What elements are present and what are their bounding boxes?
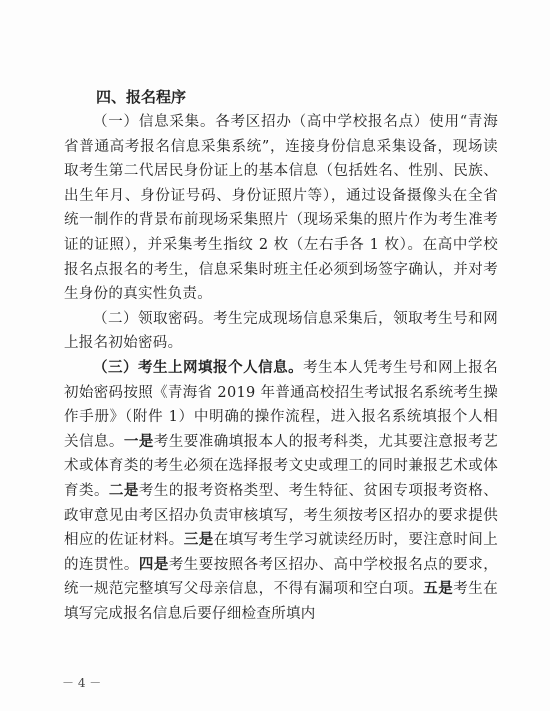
paragraph-run-bold: （三）考生上网填报个人信息。 <box>93 359 304 376</box>
paragraph-run: （二）领取密码。 <box>93 310 214 327</box>
paragraph-info-collection <box>64 110 498 307</box>
paragraph-run-bold: 一是 <box>123 433 154 450</box>
paragraph-get-password <box>64 307 498 356</box>
paragraph-run: 考生完成现场信息采集后，领取考生号和网上报名初始密码。 <box>64 310 498 352</box>
paragraph-run-bold: 三是 <box>183 532 214 549</box>
paragraph-run: 在填写考生学习就读经历时，要注意时间上的连贯性。 <box>64 532 498 573</box>
document-body <box>64 84 498 626</box>
page-number: － 4 － <box>62 676 102 690</box>
paragraph-online-registration <box>64 356 498 627</box>
paragraph-run: 考生在填写完成报名信息后要仔细检查所填内 <box>64 581 498 622</box>
paragraph-run: 考生的报考资格类型、考生特征、贫困专项报考资格、政审意见由考区招办负责审核填写，考生须按考区招办的要求提供相应的佐证材料。 <box>64 482 499 549</box>
section-heading: 四、报名程序 <box>96 88 187 106</box>
paragraph-run: 各考区招办（高中学校报名点）使用“青海省普通高考报名信息采集系统”，连接身份信息采集设备，现场读取考生第二代居民身份证上的基本信息（包括姓名、性别、民族、出生年月、身份证号码、身份证照片等），通过设备摄像头在全省统一制作的背景布前现场采集照片（现场采集的照片作为考生准考证的证照），并采集考生指纹 2 枚（左右手各 1 枚）。在高中学校报名点报名的考生，信息采集时班主任必须到场签字确认，并对考生身份的真实性负责。 <box>64 114 498 303</box>
paragraph-run: （一）信息采集。 <box>93 114 216 130</box>
paragraph-run: 考生本人凭考生号和网上报名初始密码按照《青海省 2019 年普通高校招生考试报名系统考生操作手册》（附件 1）中明确的操作流程，进入报名系统填报个人相关信息。 <box>64 359 498 450</box>
paragraph-run-bold: 四是 <box>138 556 169 573</box>
paragraph-run: 考生要按照各考区招办、高中学校报名点的要求，统一规范完整填写父母亲信息，不得有漏项和空白项。 <box>64 556 498 598</box>
paragraph-run-bold: 五是 <box>423 581 454 598</box>
paragraph-run-bold: 二是 <box>108 482 139 499</box>
paragraph-run: 考生要准确填报本人的报考科类，尤其要注意报考艺术或体育类的考生必须在选择报考文史或理工的同时兼报艺术或体育类。 <box>64 433 498 499</box>
